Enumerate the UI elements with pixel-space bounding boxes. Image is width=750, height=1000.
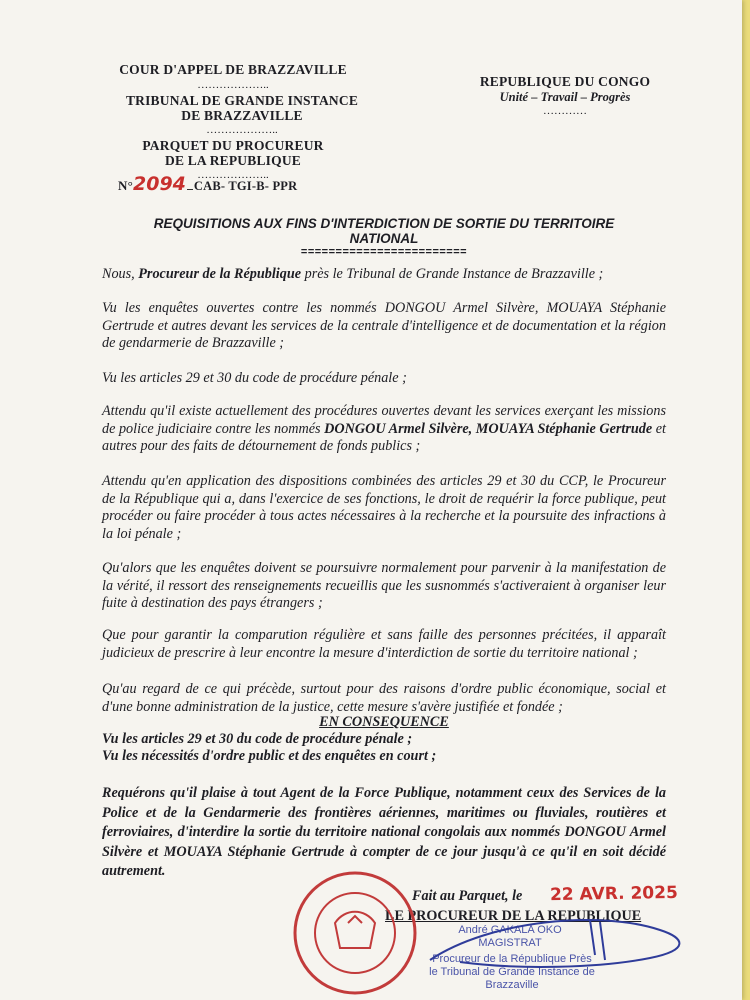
paragraph-flight-risk: Qu'alors que les enquêtes doivent se poursuivre normalement pour parvenir à la manifestation de la vérité, il ressort des renseignements recueillis que les susnommés s'activeraient à organiser leur fuite à destination des pays étrangers ; bbox=[102, 560, 666, 611]
paragraph-public-order: Qu'au regard de ce qui précède, surtout pour des raisons d'ordre public économique, social et d'une bonne administration de la justice, cette mesure s'avère justifiée et fondée ; bbox=[102, 681, 666, 715]
procedures-bold-names: DONGOU Armel Silvère, MOUAYA Stéphanie Gertrude bbox=[324, 420, 653, 437]
date-stamp: 22 AVR. 2025 bbox=[549, 882, 679, 906]
court-name: COUR D'APPEL DE BRAZZAVILLE bbox=[119, 62, 347, 77]
document-title bbox=[102, 216, 666, 258]
paragraph-procedures bbox=[102, 403, 666, 456]
signatory-name: André GAKALA OKO bbox=[458, 924, 562, 936]
reference-number bbox=[118, 173, 378, 195]
separator-dots: ……………….. bbox=[206, 124, 278, 136]
title-line1: REQUISITIONS AUX FINS D'INTERDICTION DE SORTIE DU TERRITOIRE bbox=[153, 216, 615, 231]
requisition-paragraph: Requérons qu'il plaise à tout Agent de la Force Publique, notamment ceux des Services de la Police et de la Gendarmerie des frontières aériennes, maritimes ou fluviales, routières et ferroviaires, d'interdire la sortie du territoire national congolais aux nommés DONGOU Armel Silvère et MOUAYA Stéphanie Gertrude à compter de ce jour jusqu'à ce qu'il en soit décidé autrement. bbox=[102, 785, 666, 879]
title-rule: ======================== bbox=[300, 246, 468, 258]
paragraph-intro bbox=[102, 266, 666, 284]
paragraph-investigations: Vu les enquêtes ouvertes contre les nommés DONGOU Armel Silvère, MOUAYA Stéphanie Gertrude et autres devant les services de la centrale d'intelligence et de documentation et la région de gendarmerie de Brazzaville ; bbox=[102, 300, 666, 351]
paragraph-application: Attendu qu'en application des dispositions combinées des articles 29 et 30 du CCP, le Procureur de la République qui a, dans l'exercice de ses fonctions, le droit de requérir la force publique, peut procéder ou faire procéder à tous actes nécessaires à la recherche et la poursuite des infractions à la loi pénale ; bbox=[102, 473, 666, 542]
parquet-name-line1: PARQUET DU PROCUREUR bbox=[142, 138, 324, 153]
national-motto: Unité – Travail – Progrès bbox=[499, 90, 631, 104]
procedures-prefix: Attendu qu'il existe actuellement des procédures ouvertes devant les services exerçant les missions de police judiciaire contre les nommés bbox=[102, 403, 666, 437]
paragraph-articles: Vu les articles 29 et 30 du code de procédure pénale ; bbox=[102, 370, 407, 386]
vu-necessities: Vu les nécessités d'ordre public et des enquêtes en court ; bbox=[102, 748, 437, 764]
separator-dots: ………… bbox=[543, 105, 587, 117]
handwritten-signature bbox=[400, 900, 700, 980]
paragraph-measure: Que pour garantir la comparution régulière et sans faille des personnes précitées, il apparaît judicieux de prescrire à leur encontre la mesure d'interdiction de sortie du territoire national ; bbox=[102, 627, 666, 661]
parquet-name-line2: DE LA REPUBLIQUE bbox=[165, 153, 301, 168]
official-seal bbox=[290, 868, 420, 998]
ref-prefix: N° bbox=[118, 178, 133, 193]
consequence-heading: EN CONSEQUENCE bbox=[319, 714, 449, 730]
office-line2: le Tribunal de Grande Instance de bbox=[429, 966, 595, 978]
ref-suffix: CAB- TGI-B- PPR bbox=[193, 179, 298, 193]
country-name: REPUBLIQUE DU CONGO bbox=[479, 74, 651, 89]
intro-bold: Procureur de la République bbox=[138, 266, 302, 282]
procedures-suffix: et autres pour des faits de détournement de fonds publics ; bbox=[102, 420, 666, 454]
intro-suffix: près le Tribunal de Grande Instance de Brazzaville ; bbox=[301, 266, 604, 282]
title-line2: NATIONAL bbox=[349, 231, 419, 246]
vu-articles: Vu les articles 29 et 30 du code de procédure pénale ; bbox=[102, 731, 413, 747]
signatory-role: LE PROCUREUR DE LA REPUBLIQUE bbox=[385, 908, 642, 924]
intro-prefix: Nous, bbox=[102, 266, 139, 282]
signature-place: Fait au Parquet, le bbox=[412, 888, 523, 904]
handwritten-ref-number: 2094 bbox=[133, 173, 186, 195]
separator-dots: ……………….. bbox=[197, 169, 269, 181]
office-line1: Procureur de la République Près bbox=[432, 953, 592, 965]
separator-dots: ……………….. bbox=[197, 79, 269, 91]
office-line3: Brazzaville bbox=[485, 979, 539, 991]
tribunal-name-line2: DE BRAZZAVILLE bbox=[181, 108, 303, 123]
signatory-title: MAGISTRAT bbox=[478, 937, 542, 949]
tribunal-name-line1: TRIBUNAL DE GRANDE INSTANCE bbox=[125, 93, 359, 108]
